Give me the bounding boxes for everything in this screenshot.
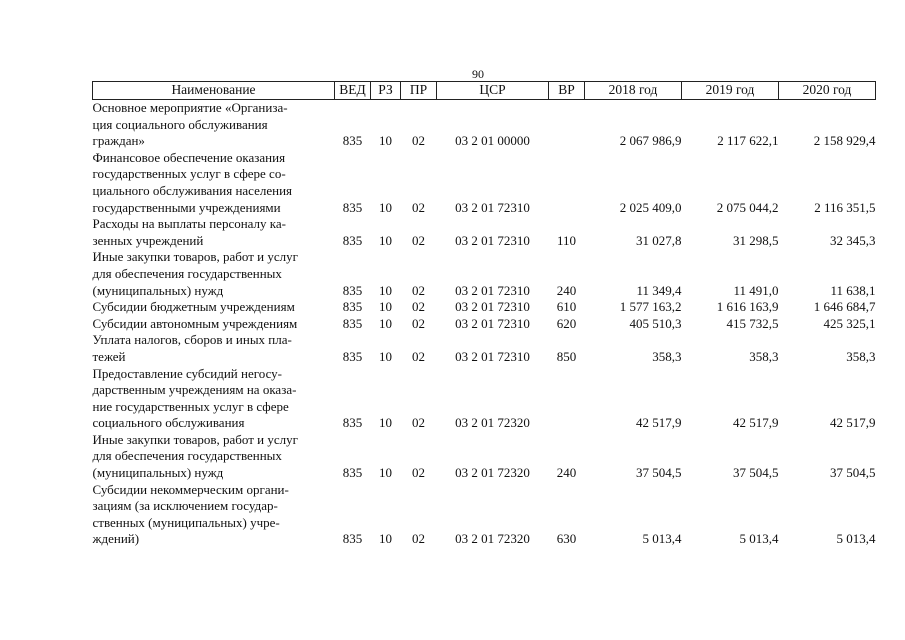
row-name — [93, 216, 335, 249]
cell-pr: 02 — [412, 315, 425, 331]
cell-vr: 240 — [556, 282, 577, 298]
row-name-line: зенных учреждений — [92, 232, 204, 248]
cell-rz: 10 — [379, 348, 392, 364]
row-name-line: циального обслуживания населения — [92, 182, 293, 198]
row-name-line: для обеспечения государственных — [92, 448, 282, 464]
table-header-row — [93, 82, 876, 100]
cell-rz: 10 — [379, 282, 392, 298]
cell-2020: 37 504,5 — [830, 465, 876, 481]
table-row — [93, 299, 876, 316]
cell-pr: 02 — [412, 348, 425, 364]
cell-vr — [549, 366, 585, 432]
row-name-line: Субсидии некоммерческим органи- — [92, 481, 289, 497]
cell-2019: 415 732,5 — [726, 315, 779, 331]
header-2019: 2019 год — [682, 82, 779, 100]
cell-rz: 10 — [379, 133, 392, 149]
cell-rz: 10 — [379, 199, 392, 215]
cell-ved: 835 — [342, 299, 363, 315]
cell-2018: 358,3 — [652, 348, 682, 364]
row-name-line: тежей — [92, 348, 126, 364]
cell-ved: 835 — [342, 415, 363, 431]
cell-2018: 405 510,3 — [629, 315, 682, 331]
row-name-line: социального обслуживания — [92, 415, 245, 431]
cell-pr: 02 — [412, 531, 425, 547]
cell-ved: 835 — [342, 465, 363, 481]
table-row — [93, 249, 876, 299]
row-name-line: Уплата налогов, сборов и иных пла- — [92, 332, 292, 348]
cell-vr: 630 — [556, 531, 577, 547]
row-name — [93, 482, 335, 548]
cell-2019: 1 616 163,9 — [716, 299, 779, 315]
cell-pr: 02 — [412, 299, 425, 315]
cell-pr: 02 — [412, 232, 425, 248]
cell-csr: 03 2 01 72320 — [455, 531, 530, 547]
cell-2019: 2 117 622,1 — [717, 133, 779, 149]
cell-2020: 358,3 — [846, 348, 876, 364]
cell-vr: 620 — [556, 315, 577, 331]
row-name-line: государственными учреждениями — [92, 199, 281, 215]
cell-2019: 11 491,0 — [733, 282, 779, 298]
cell-2020: 425 325,1 — [823, 315, 876, 331]
cell-2019: 2 075 044,2 — [716, 199, 779, 215]
row-name — [93, 249, 335, 299]
header-csr: ЦСР — [437, 82, 549, 100]
cell-2019: 5 013,4 — [739, 531, 779, 547]
row-name — [93, 299, 335, 316]
table-row — [93, 150, 876, 216]
cell-csr: 03 2 01 00000 — [455, 133, 530, 149]
cell-rz: 10 — [379, 299, 392, 315]
cell-csr: 03 2 01 72310 — [455, 315, 530, 331]
cell-vr: 240 — [556, 465, 577, 481]
row-name-line: ственных (муниципальных) учре- — [92, 514, 280, 530]
cell-2020: 42 517,9 — [830, 415, 876, 431]
cell-ved: 835 — [342, 232, 363, 248]
cell-pr: 02 — [412, 133, 425, 149]
row-name-line: государственных услуг в сфере со- — [92, 166, 286, 182]
row-name-line: ция социального обслуживания — [92, 116, 268, 132]
table-body — [93, 100, 876, 549]
cell-ved: 835 — [342, 348, 363, 364]
cell-2019: 42 517,9 — [733, 415, 779, 431]
row-name-line: Иные закупки товаров, работ и услуг — [92, 249, 298, 265]
row-name-line: Расходы на выплаты персоналу ка- — [92, 216, 287, 232]
cell-pr: 02 — [412, 415, 425, 431]
cell-pr: 02 — [412, 465, 425, 481]
budget-table — [92, 81, 876, 548]
cell-2018: 11 349,4 — [636, 282, 682, 298]
cell-2019: 358,3 — [749, 348, 779, 364]
row-name — [93, 432, 335, 482]
header-name: Наименование — [93, 82, 335, 100]
table-row — [93, 332, 876, 365]
row-name-line: зациям (за исключением государ- — [92, 498, 278, 514]
row-name-line: Иные закупки товаров, работ и услуг — [92, 431, 298, 447]
cell-csr: 03 2 01 72310 — [455, 232, 530, 248]
header-pr: ПР — [401, 82, 437, 100]
cell-2018: 2 067 986,9 — [619, 133, 682, 149]
cell-vr — [549, 150, 585, 216]
row-name — [93, 332, 335, 365]
cell-2018: 1 577 163,2 — [619, 299, 682, 315]
cell-2018: 31 027,8 — [636, 232, 682, 248]
cell-2020: 5 013,4 — [836, 531, 876, 547]
row-name — [93, 100, 335, 150]
cell-2020: 32 345,3 — [830, 232, 876, 248]
cell-ved: 835 — [342, 199, 363, 215]
row-name-line: дарственным учреждениям на оказа- — [92, 382, 297, 398]
header-2020: 2020 год — [779, 82, 876, 100]
cell-rz: 10 — [379, 531, 392, 547]
cell-pr: 02 — [412, 282, 425, 298]
row-name-line: Основное мероприятие «Организа- — [92, 100, 288, 115]
cell-rz: 10 — [379, 465, 392, 481]
row-name-line: Субсидии бюджетным учреждениям — [92, 299, 295, 315]
row-name-line: ждений) — [92, 531, 140, 547]
cell-2018: 5 013,4 — [642, 531, 682, 547]
table-row — [93, 316, 876, 333]
table-row — [93, 482, 876, 548]
cell-2018: 2 025 409,0 — [619, 199, 682, 215]
row-name-line: граждан» — [92, 133, 145, 149]
cell-csr: 03 2 01 72310 — [455, 348, 530, 364]
cell-vr — [549, 100, 585, 150]
row-name-line: для обеспечения государственных — [92, 265, 282, 281]
cell-rz: 10 — [379, 415, 392, 431]
cell-vr: 850 — [556, 348, 577, 364]
row-name — [93, 150, 335, 216]
header-ved: ВЕД — [335, 82, 371, 100]
row-name-line: Субсидии автономным учреждениям — [92, 315, 298, 331]
table-row — [93, 432, 876, 482]
cell-2019: 37 504,5 — [733, 465, 779, 481]
cell-csr: 03 2 01 72310 — [455, 299, 530, 315]
page-number: 90 — [472, 67, 484, 81]
cell-2020: 1 646 684,7 — [813, 299, 876, 315]
row-name-line: (муниципальных) нужд — [92, 282, 224, 298]
cell-vr: 610 — [556, 299, 577, 315]
cell-2019: 31 298,5 — [733, 232, 779, 248]
cell-vr: 110 — [556, 232, 577, 248]
table-row — [93, 100, 876, 150]
cell-ved: 835 — [342, 315, 363, 331]
table-row — [93, 216, 876, 249]
header-rz: РЗ — [371, 82, 401, 100]
cell-ved: 835 — [342, 531, 363, 547]
row-name-line: (муниципальных) нужд — [92, 465, 224, 481]
cell-2018: 42 517,9 — [636, 415, 682, 431]
cell-csr: 03 2 01 72310 — [455, 282, 530, 298]
cell-2020: 2 158 929,4 — [813, 133, 876, 149]
cell-ved: 835 — [342, 282, 363, 298]
cell-csr: 03 2 01 72310 — [455, 199, 530, 215]
row-name-line: ние государственных услуг в сфере — [92, 398, 289, 414]
row-name-line: Предоставление субсидий негосу- — [92, 365, 282, 381]
table-row — [93, 366, 876, 432]
cell-2020: 11 638,1 — [830, 282, 876, 298]
row-name-line: Финансовое обеспечение оказания — [92, 149, 286, 165]
cell-ved: 835 — [342, 133, 363, 149]
cell-pr: 02 — [412, 199, 425, 215]
header-2018: 2018 год — [585, 82, 682, 100]
row-name — [93, 366, 335, 432]
cell-csr: 03 2 01 72320 — [455, 465, 530, 481]
row-name — [93, 316, 335, 333]
cell-rz: 10 — [379, 232, 392, 248]
cell-2018: 37 504,5 — [636, 465, 682, 481]
cell-rz: 10 — [379, 315, 392, 331]
header-vr: ВР — [549, 82, 585, 100]
cell-2020: 2 116 351,5 — [814, 199, 876, 215]
cell-csr: 03 2 01 72320 — [455, 415, 530, 431]
